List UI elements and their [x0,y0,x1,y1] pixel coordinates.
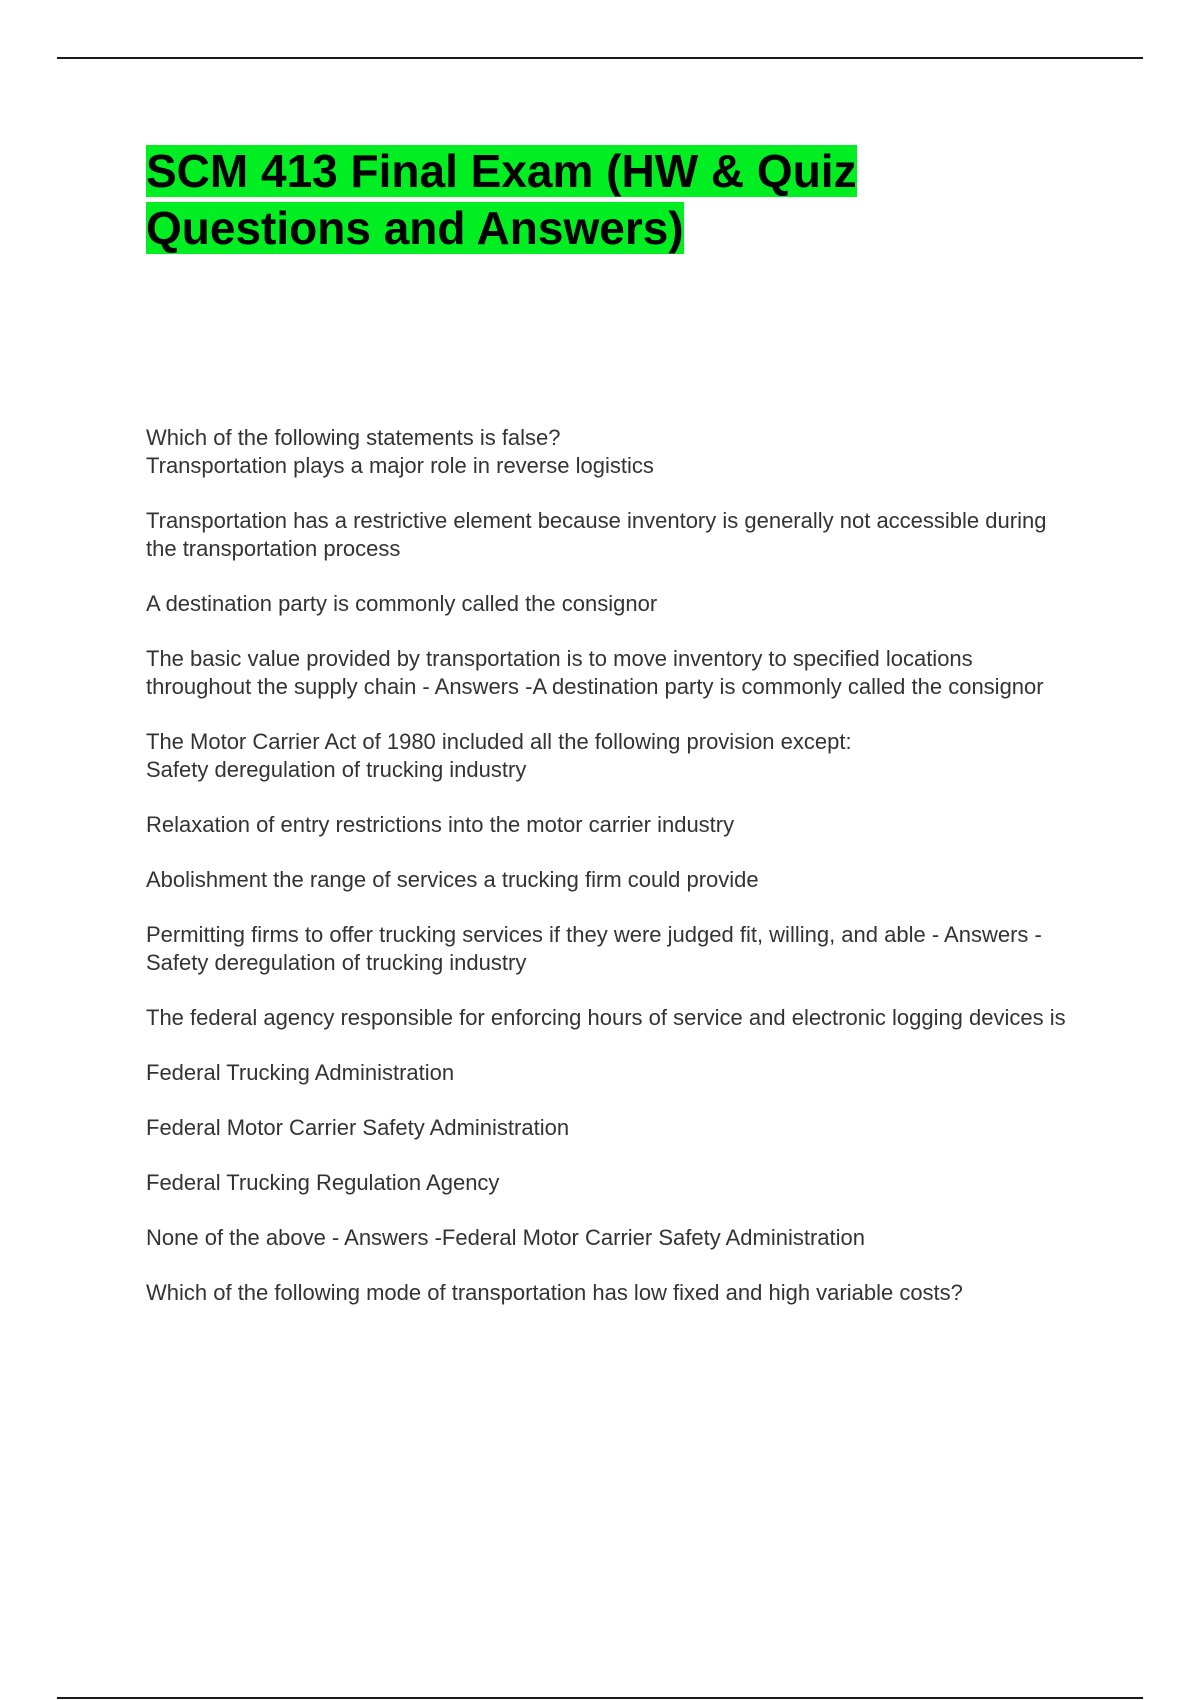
paragraph: Transportation has a restrictive element because inventory is generally not accessible during the transportation process [146,508,1047,561]
bottom-rule [57,1697,1143,1699]
paragraph: Federal Trucking Regulation Agency [146,1170,500,1195]
paragraph: The basic value provided by transportation is to move inventory to specified locations throughout the supply chain - Answers -A destination party is commonly called the consignor [146,646,1044,699]
paragraph: Abolishment the range of services a trucking firm could provide [146,867,759,892]
title-line-1: SCM 413 Final Exam (HW & Quiz [146,145,857,197]
paragraph: The Motor Carrier Act of 1980 included all the following provision except: Safety deregulation of trucking industry [146,729,852,782]
document-body [146,424,1076,1334]
document-title [146,143,1046,257]
paragraph: None of the above - Answers -Federal Motor Carrier Safety Administration [146,1225,865,1250]
paragraph: The federal agency responsible for enforcing hours of service and electronic logging devices is [146,1005,1066,1030]
title-line-2: Questions and Answers) [146,202,684,254]
paragraph: Federal Motor Carrier Safety Administration [146,1115,570,1140]
paragraph: Federal Trucking Administration [146,1060,455,1085]
paragraph: Which of the following mode of transportation has low fixed and high variable costs? [146,1280,963,1305]
top-rule [57,57,1143,59]
paragraph: Which of the following statements is false? Transportation plays a major role in reverse logistics [146,425,654,478]
paragraph: A destination party is commonly called the consignor [146,591,658,616]
paragraph: Permitting firms to offer trucking services if they were judged fit, willing, and able - Answers -Safety deregulation of trucking industry [146,922,1042,975]
paragraph: Relaxation of entry restrictions into the motor carrier industry [146,812,735,837]
